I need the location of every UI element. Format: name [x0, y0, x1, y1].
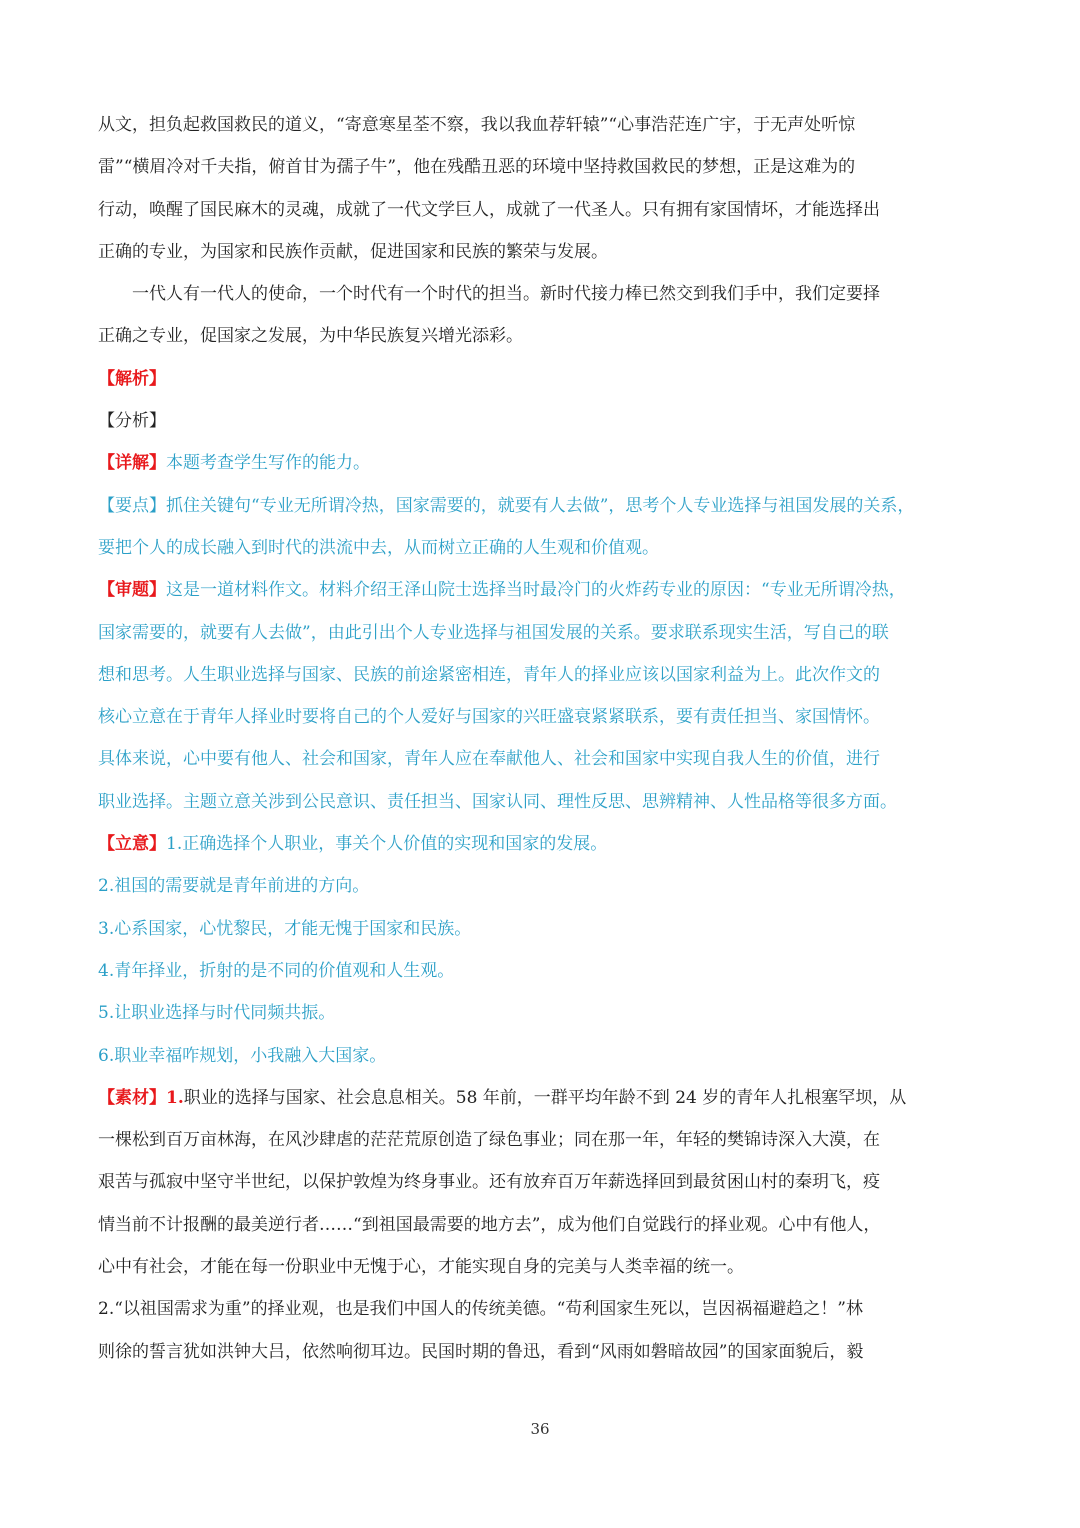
- fenxi-heading: 【分析】: [98, 411, 166, 432]
- document-body: [98, 104, 988, 1373]
- yaodian-line: 要把个人的成长融入到时代的洪流中去，从而树立正确的人生观和价值观。: [98, 537, 659, 558]
- shenti-line: 国家需要的，就要有人去做”，由此引出个人专业选择与祖国发展的关系。要求联系现实生活，写自己的联: [98, 622, 889, 643]
- shenti-line: 职业选择。主题立意关涉到公民意识、责任担当、国家认同、理性反思、思辨精神、人性品格等很多方面。: [98, 791, 897, 812]
- liyi-label: 【立意】: [98, 834, 166, 855]
- liyi-line: [98, 823, 988, 865]
- paragraph-line: 从文，担负起救国救民的道义，“寄意寒星荃不察，我以我血荐轩辕”“心事浩茫连广宇，于无声处听惊: [98, 115, 856, 135]
- sucai-line: 情当前不计报酬的最美逆行者……“到祖国最需要的地方去”，成为他们自觉践行的择业观。心中有他人，: [98, 1214, 881, 1235]
- yaodian-text: 抓住关键句“专业无所谓冷热，国家需要的，就要有人去做”，思考个人专业选择与祖国发展的关系，: [166, 495, 915, 516]
- page-number: 36: [530, 1420, 550, 1438]
- sucai-line: 艰苦与孤寂中坚守半世纪，以保护敦煌为终身事业。还有放弃百万年薪选择回到最贫困山村的秦玥飞，疫: [98, 1172, 880, 1193]
- sucai-line: 则徐的誓言犹如洪钟大吕，依然响彻耳边。民国时期的鲁迅，看到“风雨如磐暗故园”的国家面貌后，毅: [98, 1341, 864, 1362]
- yaodian-line: [98, 485, 988, 527]
- sucai-line: [98, 1077, 988, 1119]
- shenti-text: 这是一道材料作文。材料介绍王泽山院士选择当时最冷门的火炸药专业的原因：“专业无所谓冷热，: [166, 580, 906, 601]
- sucai-line: 2.“以祖国需求为重”的择业观，也是我们中国人的传统美德。“苟利国家生死以，岂因祸福避趋之！”林: [98, 1299, 863, 1320]
- paragraph-line: 一代人有一代人的使命，一个时代有一个时代的担当。新时代接力棒已然交到我们手中，我们定要择: [132, 284, 880, 305]
- sucai-text: 职业的选择与国家、社会息息相关。58 年前，一群平均年龄不到 24 岁的青年人扎根塞罕坝，从: [183, 1087, 907, 1108]
- sucai-label: 【素材】: [98, 1087, 166, 1108]
- xiangjie-text: 本题考查学生写作的能力。: [166, 453, 370, 474]
- paragraph-line: 雷”“横眉冷对千夫指，俯首甘为孺子牛”，他在残酷丑恶的环境中坚持救国救民的梦想，正是这难为的: [98, 157, 856, 178]
- shenti-label: 【审题】: [98, 580, 166, 601]
- liyi-item: 5.让职业选择与时代同频共振。: [98, 1003, 336, 1024]
- shenti-line: 想和思考。人生职业选择与国家、民族的前途紧密相连，青年人的择业应该以国家利益为上。此次作文的: [98, 664, 880, 685]
- jiexi-heading: [98, 358, 988, 400]
- paragraph-line: 正确的专业，为国家和民族作贡献，促进国家和民族的繁荣与发展。: [98, 241, 608, 262]
- jiexi-label: 【解析】: [98, 368, 166, 389]
- paragraph-line: 行动，唤醒了国民麻木的灵魂，成就了一代文学巨人，成就了一代圣人。只有拥有家国情坏，才能选择出: [98, 199, 880, 220]
- shenti-line: 具体来说，心中要有他人、社会和国家，青年人应在奉献他人、社会和国家中实现自我人生的价值，进行: [98, 749, 880, 770]
- sucai-line: 一棵松到百万亩林海，在风沙肆虐的茫茫荒原创造了绿色事业；同在那一年，年轻的樊锦诗深入大漠，在: [98, 1130, 880, 1151]
- liyi-item: 4.青年择业，折射的是不同的价值观和人生观。: [98, 960, 455, 981]
- liyi-item: 6.职业幸福咋规划，小我融入大国家。: [98, 1045, 387, 1066]
- xiangjie-line: [98, 442, 988, 484]
- xiangjie-label: 【详解】: [98, 453, 166, 474]
- paragraph-line: 正确之专业，促国家之发展，为中华民族复兴增光添彩。: [98, 326, 523, 347]
- shenti-line: 核心立意在于青年人择业时要将自己的个人爱好与国家的兴旺盛衰紧紧联系，要有责任担当、家国情怀。: [98, 707, 880, 728]
- liyi-item: 3.心系国家，心忧黎民，才能无愧于国家和民族。: [98, 918, 472, 939]
- liyi-item: 2.祖国的需要就是青年前进的方向。: [98, 876, 370, 897]
- sucai-number: 1.: [166, 1087, 184, 1108]
- sucai-line: 心中有社会，才能在每一份职业中无愧于心，才能实现自身的完美与人类幸福的统一。: [98, 1257, 744, 1278]
- shenti-line: [98, 569, 988, 611]
- yaodian-label: 【要点】: [98, 495, 166, 516]
- liyi-text: 1.正确选择个人职业，事关个人价值的实现和国家的发展。: [166, 834, 608, 855]
